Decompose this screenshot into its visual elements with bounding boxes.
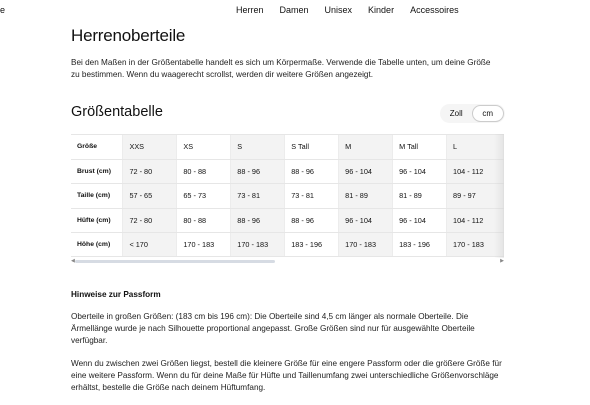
table-cell: 170 - 183 [231, 233, 285, 257]
fit-note-tall-sizes: Oberteile in großen Größen: (183 cm bis 196 cm): Die Oberteile sind 4,5 cm länger als normale Oberteile. Die Ärmellänge wurde je nach Silhouette proportional angepasst. Große Größen sind nur für ausgewählte Oberteile verfügbar. [71, 312, 475, 346]
table-cell: XXS [123, 135, 177, 159]
page-title: Herrenoberteile [71, 26, 186, 45]
table-cell: 81 - 89 [393, 184, 447, 208]
nav-item-herren[interactable]: Herren [236, 5, 264, 15]
row-label: Hüfte (cm) [71, 208, 123, 232]
size-chart-title: Größentabelle [71, 104, 163, 120]
nav-item-accessoires[interactable]: Accessoires [410, 5, 459, 15]
size-table-scroll-area[interactable] [71, 134, 504, 264]
table-cell: 88 - 96 [285, 208, 339, 232]
table-cell: 96 - 104 [339, 159, 393, 183]
table-cell: 81 - 89 [339, 184, 393, 208]
table-cell: 57 - 65 [123, 184, 177, 208]
size-table [71, 135, 504, 257]
scroll-fade-edge [494, 134, 504, 258]
scroll-left-arrow-icon[interactable]: ◀ [71, 258, 75, 264]
table-cell: 80 - 88 [177, 159, 231, 183]
table-row [71, 208, 504, 232]
table-row [71, 184, 504, 208]
table-cell: 170 - 183 [339, 233, 393, 257]
table-cell: 96 - 104 [339, 208, 393, 232]
unit-toggle [440, 104, 505, 123]
table-cell: S [231, 135, 285, 159]
table-cell: 73 - 81 [231, 184, 285, 208]
table-cell: 88 - 96 [231, 159, 285, 183]
nav-item-unisex[interactable]: Unisex [324, 5, 353, 15]
scroll-right-arrow-icon[interactable]: ▶ [500, 258, 504, 264]
fit-notes-title: Hinweise zur Passform [71, 290, 161, 299]
table-cell: 89 - 97 [447, 184, 504, 208]
table-row [71, 233, 504, 257]
row-label: Taille (cm) [71, 184, 123, 208]
table-cell: S Tall [285, 135, 339, 159]
table-cell: 170 - 183 [177, 233, 231, 257]
table-cell: 88 - 96 [285, 159, 339, 183]
fit-note-between-sizes: Wenn du zwischen zwei Größen liegst, bestell die kleinere Größe für eine engere Passform oder die größere Größe für eine weitere Passform. Wenn du für deine Maße für Hüfte und Taillenumfang zwei unterschiedliche Größenvorschläge erhältst, bestelle die Größe nach deinem Hüftumfang. [71, 359, 502, 393]
table-header-row [71, 135, 504, 159]
row-label: Größe [71, 135, 123, 159]
table-cell: 72 - 80 [123, 159, 177, 183]
table-cell: 88 - 96 [231, 208, 285, 232]
nav-item-damen[interactable]: Damen [279, 5, 309, 15]
row-label: Brust (cm) [71, 159, 123, 183]
table-cell: M Tall [393, 135, 447, 159]
table-cell: 80 - 88 [177, 208, 231, 232]
horizontal-scrollbar[interactable] [71, 258, 504, 264]
cut-off-nav-text: e [0, 5, 6, 15]
table-cell: 72 - 80 [123, 208, 177, 232]
table-cell: 65 - 73 [177, 184, 231, 208]
table-cell: 104 - 112 [447, 159, 504, 183]
table-row [71, 159, 504, 183]
table-cell: 96 - 104 [393, 208, 447, 232]
intro-text: Bei den Maßen in der Größentabelle handelt es sich um Körpermaße. Verwende die Tabelle unten, um deine Größe zu bestimmen. Wenn du waagerecht scrollst, werden dir weitere Größen angezeigt. [71, 58, 491, 79]
table-cell: 104 - 112 [447, 208, 504, 232]
nav-item-kinder[interactable]: Kinder [368, 5, 395, 15]
table-cell: 96 - 104 [393, 159, 447, 183]
table-cell: 183 - 196 [393, 233, 447, 257]
table-cell: M [339, 135, 393, 159]
table-cell: 170 - 183 [447, 233, 504, 257]
table-cell: < 170 [123, 233, 177, 257]
scrollbar-thumb[interactable] [75, 260, 275, 263]
table-cell: 73 - 81 [285, 184, 339, 208]
unit-option-zoll[interactable]: Zoll [449, 109, 463, 118]
top-navigation [236, 5, 475, 15]
unit-option-cm[interactable]: cm [472, 105, 505, 122]
table-cell: 183 - 196 [285, 233, 339, 257]
row-label: Höhe (cm) [71, 233, 123, 257]
table-cell: XS [177, 135, 231, 159]
table-cell: L [447, 135, 504, 159]
